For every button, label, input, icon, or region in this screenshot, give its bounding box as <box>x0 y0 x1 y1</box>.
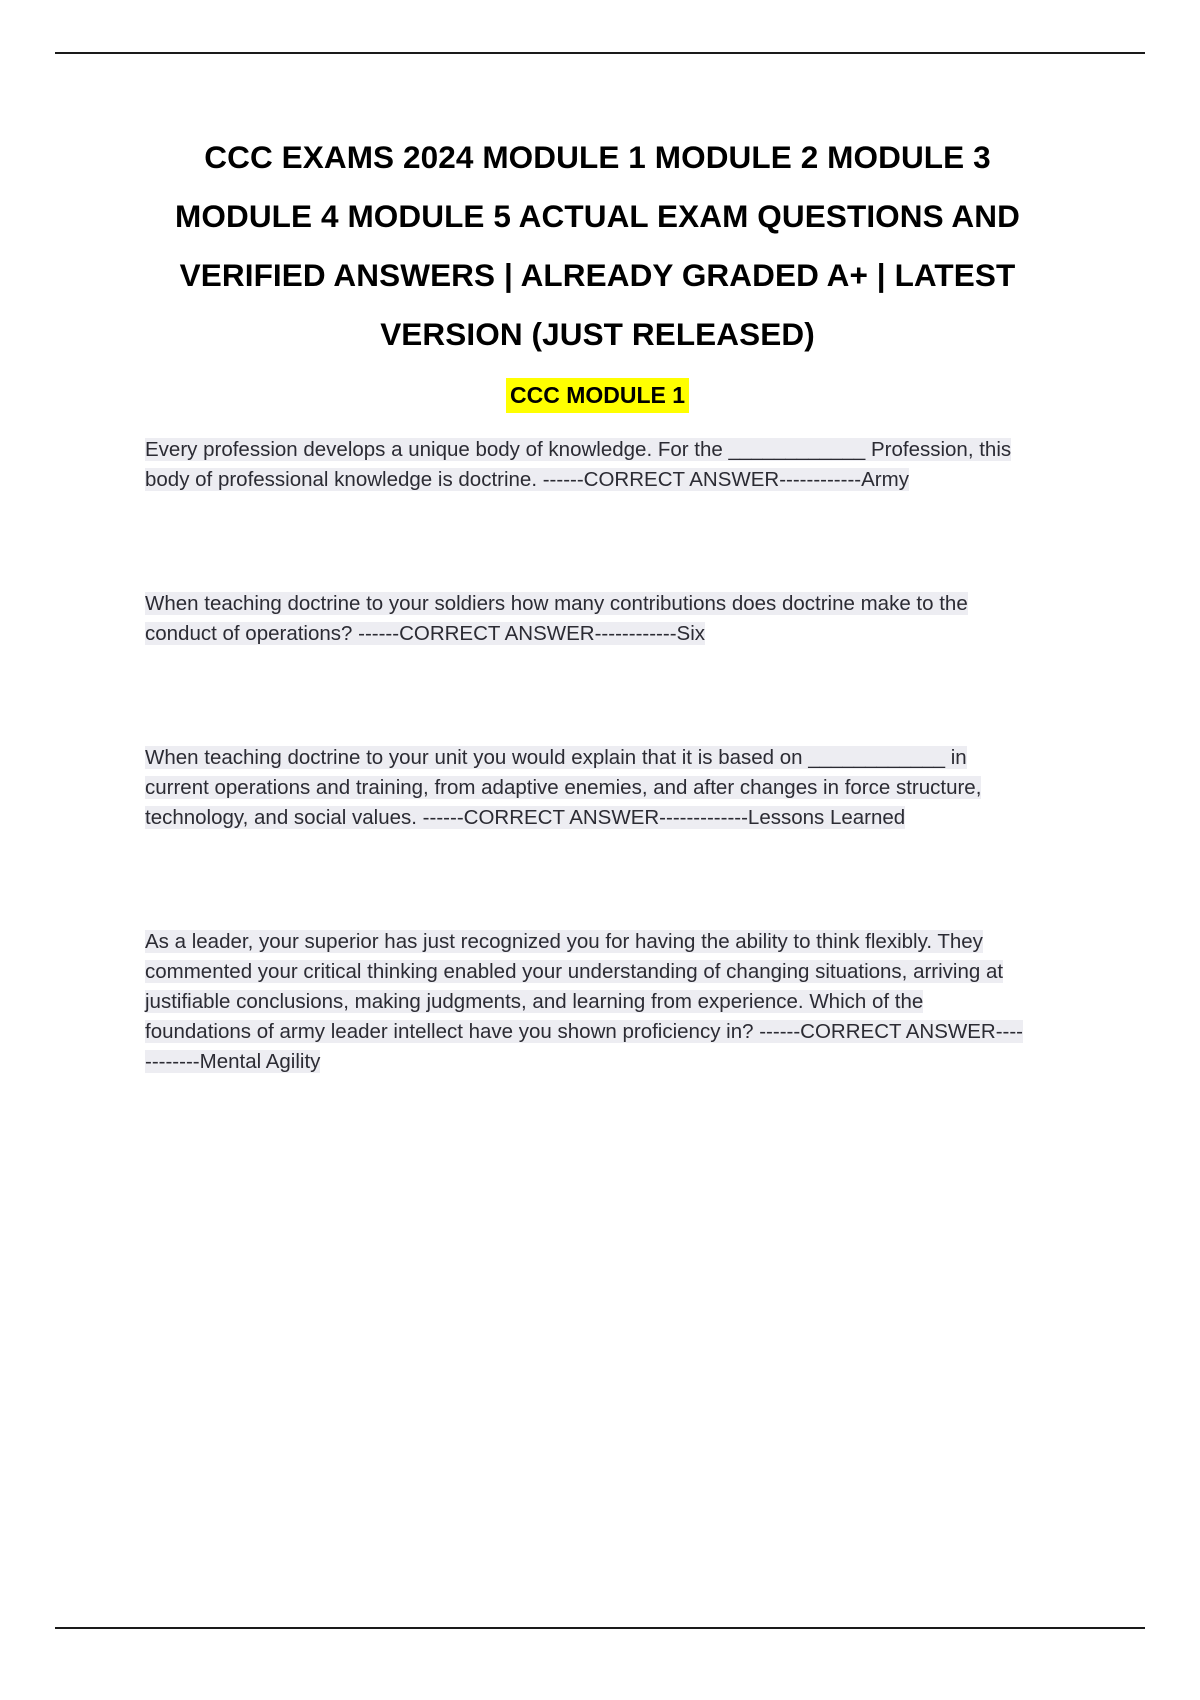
qa-entry-text: As a leader, your superior has just recognized you for having the ability to think flexibly. They commented your critical thinking enabled your understanding of changing situations, arriving at justifiable conclusions, making judgments, and learning from experience. Which of the foundations of army leader intellect have you shown proficiency in? ------CORRECT ANSWER------------Mental Agility <box>145 930 1024 1073</box>
page-bottom-divider <box>55 1627 1145 1629</box>
qa-entry <box>145 589 1025 649</box>
page-top-divider <box>55 52 1145 54</box>
qa-entry <box>145 743 1025 833</box>
qa-entry-text: When teaching doctrine to your soldiers how many contributions does doctrine make to the conduct of operations? ------CORRECT ANSWER------------Six <box>145 592 968 645</box>
page-title: CCC EXAMS 2024 MODULE 1 MODULE 2 MODULE 3 MODULE 4 MODULE 5 ACTUAL EXAM QUESTIONS AND VERIFIED ANSWERS | ALREADY GRADED A+ | LATEST VERSION (JUST RELEASED) <box>175 139 1020 352</box>
section-heading-row <box>145 378 1050 413</box>
document-body <box>145 128 1050 1077</box>
qa-entry-text: Every profession develops a unique body of knowledge. For the ____________ Profession, this body of professional knowledge is doctrine. ------CORRECT ANSWER------------Army <box>145 438 1012 491</box>
qa-entry <box>145 435 1025 495</box>
qa-entry <box>145 927 1025 1077</box>
qa-entry-text: When teaching doctrine to your unit you would explain that it is based on ____________ in current operations and training, from adaptive enemies, and after changes in force structure, technology, and social values. ------CORRECT ANSWER-------------Lessons Learned <box>145 746 982 829</box>
section-heading: CCC MODULE 1 <box>506 378 689 413</box>
